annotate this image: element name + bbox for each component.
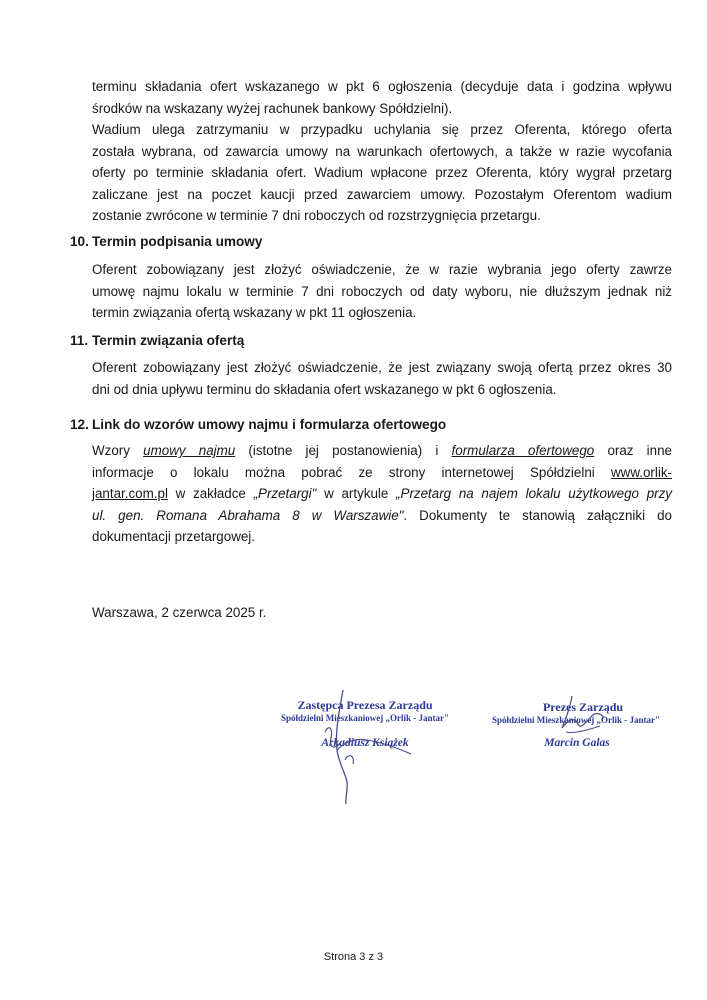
stamp-name: Arkadiusz Książek: [321, 737, 409, 749]
section-body-10: [92, 259, 672, 324]
link-umowa-najmu[interactable]: umowy najmu: [143, 443, 236, 458]
section-body-12: [92, 440, 672, 548]
text-line: oferty po terminie składania ofert. Wadium wpłacone przez Oferenta, który wygrał przetarg: [92, 165, 672, 180]
text-line: informacje o lokalu można pobrać ze strony internetowej Spółdzielni www.orlik-: [92, 464, 672, 480]
date-place: Warszawa, 2 czerwca 2025 r.: [92, 605, 267, 620]
text-line: Wadium ulega zatrzymaniu w przypadku uchylania się przez Oferenta, którego oferta: [92, 122, 672, 137]
text-line: jantar.com.pl w zakładce „Przetargi" w artykule „Przetarg na najem lokalu użytkowego przy: [92, 486, 673, 501]
text-line: terminu składania ofert wskazanego w pkt 6 ogłoszenia (decyduje data i godzina wpływu: [92, 79, 672, 94]
text-line: zaliczane jest na poczet kaucji przed zawarciem umowy. Pozostałym Oferentom wadium: [92, 186, 672, 202]
section-number: 12.: [70, 417, 89, 432]
section-number: 11.: [70, 333, 89, 348]
intro-continuation: [92, 76, 672, 227]
stamp-org: Spółdzielni Mieszkaniowej „Orlik - Jantar": [281, 713, 449, 723]
section-heading-12: [70, 415, 446, 435]
website-link-cont[interactable]: jantar.com.pl: [92, 486, 168, 501]
text-line: zostanie zwrócone w terminie 7 dni roboczych od rozstrzygnięcia przetargu.: [92, 208, 541, 223]
section-title: Termin podpisania umowy: [92, 234, 263, 249]
stamp-name: Marcin Galas: [544, 737, 610, 749]
website-link[interactable]: www.orlik-: [610, 464, 672, 480]
section-heading-10: [70, 232, 262, 252]
text-line: została wybrana, od zawarcia umowy na warunkach ofertowych, a także w razie wycofania: [92, 143, 672, 159]
stamp-title: Prezes Zarządu: [542, 700, 624, 714]
section-body-11: [92, 357, 672, 400]
handwritten-signature-left: [315, 672, 425, 812]
handwritten-signature-right: [548, 690, 618, 750]
section-number: 10.: [70, 234, 89, 249]
text-line: Oferent zobowiązany jest złożyć oświadczenie, że jest związany swoją ofertą przez okres 30: [92, 360, 672, 375]
page-number: Strona 3 z 3: [323, 951, 384, 963]
text-line: dni od dnia upływu terminu do składania ofert wskazanego w pkt 6 ogłoszenia.: [92, 381, 557, 397]
section-heading-11: [70, 331, 244, 351]
text-line: ul. gen. Romana Abrahama 8 w Warszawie". Dokumenty te stanowią załączniki do: [92, 507, 672, 523]
section-title: Link do wzorów umowy najmu i formularza ofertowego: [92, 417, 447, 432]
text-line: Oferent zobowiązany jest złożyć oświadczenie, że w razie wybrania jego oferty zawrze: [92, 262, 672, 277]
link-formularz-ofertowy[interactable]: formularza ofertowego: [451, 443, 595, 458]
text-line: środków na wskazany wyżej rachunek bankowy Spółdzielni).: [92, 100, 453, 116]
text-line: Wzory umowy najmu (istotne jej postanowienia) i formularza ofertowego oraz inne: [92, 443, 673, 458]
text-line: termin związania ofertą wskazany w pkt 11 ogłoszenia.: [92, 305, 417, 320]
stamp-title: Zastępca Prezesa Zarządu: [297, 698, 433, 712]
text-line: dokumentacji przetargowej.: [92, 529, 256, 544]
text-line: umowę najmu lokalu w terminie 7 dni roboczych od daty wyboru, nie dłuższym jednak niż: [92, 283, 672, 299]
section-title: Termin związania ofertą: [92, 333, 245, 348]
stamp-org: Spółdzielni Mieszkaniowej „Orlik - Jantar": [492, 715, 660, 725]
